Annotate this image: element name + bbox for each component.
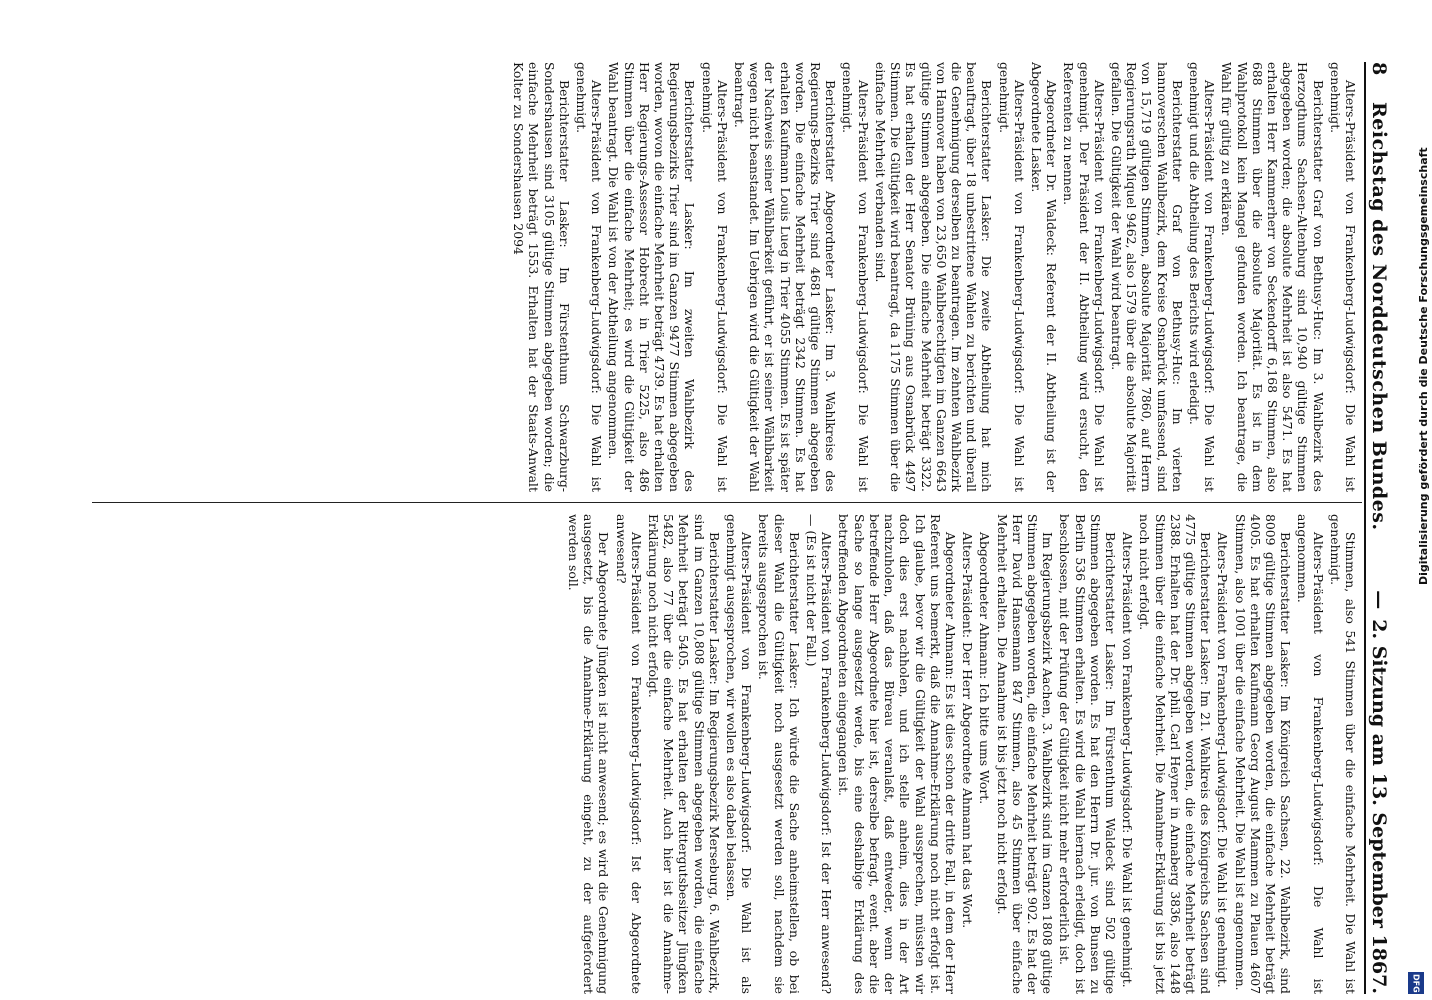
page-number: 8 <box>1368 62 1390 76</box>
paragraph: Berichterstatter Lasker: Im Regierungsbezirk Merseburg, 6. Wahlbezirk, sind im Ganzen 10,808 gültige Stimmen abgegeben worden, die einfache Mehrheit beträgt 5405. Es hat erhalten der Rittergutsbesitzer Jüngken 5482, also 77 über die einfache Mehrheit. Auch hier ist die Annahme-Erklärung noch nicht erfolgt. <box>646 514 722 994</box>
newspaper-page <box>82 62 1392 994</box>
paragraph: Alters-Präsident von Frankenberg-Ludwigsdorf: Die Wahl ist genehmigt. <box>996 62 1027 492</box>
left-column <box>88 62 1358 492</box>
paragraph: Abgeordneter Dr. Waldeck: Referent der II. Abtheilung ist der Abgeordnete Lasker. <box>1028 62 1060 492</box>
page-header <box>1364 62 1392 994</box>
dfg-logo: DFG <box>1408 972 1424 994</box>
paragraph: Berichterstatter Lasker: Im Königreich Sachsen, 22. Wahlbezirk, sind 8009 gültige Stimmen abgegeben worden, die einfache Mehrheit beträgt 4005. Es hat erhalten Kaufmann Georg August Mammen zu Plauen 4607 Stimmen, also 1001 über die einfache Mehrheit. Die Wahl ist angenommen. <box>1232 514 1294 994</box>
paragraph: Der Abgeordnete Jüngken ist nicht anwesend; es wird die Genehmigung ausgesetzt, bis die Annahme-Erklärung eingeht, zu der aufgefordert werden soll. <box>566 514 612 994</box>
session-date: 2. Sitzung am 13. September 1867. <box>1368 619 1390 994</box>
right-column <box>88 514 1358 994</box>
paragraph: Abgeordneter Ahmann: Es ist dies schon der dritte Fall, in dem der Herr Referent uns bemerkt, daß die Annahme-Erklärung noch nicht erfolgt ist. Ich glaube, bevor wir die Gültigkeit der Wahl aussprechen, müssten wir doch dies erst nachholen, und ich stelle anheim, dies in der Art nachzuholen, daß das Büreau veranlaßt, daß entweder, wenn der betreffende Herr Abgeordnete hier ist, derselbe befragt, event. aber die Sache so lange ausgesetzt werde, bis eine deshalbige Erklärung des betreffenden Abgeordneten eingegangen ist. <box>836 514 958 994</box>
paragraph: Stimmen, also 541 Stimmen über die einfache Mehrheit. Die Wahl ist genehmigt. <box>1327 514 1358 994</box>
paragraph: Berichterstatter Lasker: Im Fürstenthum Waldeck sind 502 gültige Stimmen abgegeben worden. Es hat den Herrn Dr. jur. von Bunsen zu Berlin 536 Stimmen erhalten. Es wird die Wahl hiernach erledigt, doch ist beschlossen, mit der Prüfung der Gültigkeit nicht mehr erforderlich ist. <box>1057 514 1118 994</box>
paragraph: Alters-Präsident von Frankenberg-Ludwigsdorf: Die Wahl ist genehmigt. <box>574 62 605 492</box>
paragraph: Berichterstatter Lasker: Die zweite Abtheilung hat mich beauftragt, über 18 unbestrittene Wahlen zu berichten und überall die Genehmigung derselben zu beantragen. Im zehnten Wahlbezirk von Hannover haben von 23,650 Wahlberechtigten im Ganzen 6643 gültige Stimmen abgegeben. Die einfache Mehrheit beträgt 3322. Es hat erhalten der Herr Senator Brüning aus Osnabrück 4497 Stimmen. Die Gültigkeit wird beantragt, da 1175 Stimmen über die einfache Mehrheit verbanden sind. <box>872 62 995 492</box>
paragraph: Berichterstatter Abgeordneter Lasker: Im 3. Wahlkreise des Regierungs-Bezirks Trier sind 4681 gültige Stimmen abgegeben worden. Die einfache Mehrheit beträgt 2342 Stimmen. Es hat erhalten Kaufmann Louis Lueg in Trier 4055 Stimmen. Es ist später der Nachweis seiner Wählbarkeit geführt, er ist seiner Wählbarkeit wegen nicht beanstandet. Im Uebrigen wird die Gültigkeit der Wahl beantragt. <box>732 62 839 492</box>
paragraph: Alters-Präsident von Frankenberg-Ludwigsdorf: Die Wahl ist genehmigt. Der Präsident der II. Abtheilung wird ersucht, den Referenten zu nennen. <box>1061 62 1107 492</box>
column-divider <box>92 502 1362 503</box>
paragraph: Berichterstatter Graf von Bethusy-Huc: Im vierten hannoverschen Wahlbezirk, dem Kreise Osnabrück umfassend, sind von 15,719 gültigen Stimmen, absolute Majorität 7860, auf Herrn Regierungsrath Miquel 9462, also 1579 über die absolute Majorität gefallen. Die Gültigkeit der Wahl wird beantragt. <box>1108 62 1185 492</box>
paragraph: Alters-Präsident von Frankenberg-Ludwigsdorf: Die Wahl ist genehmigt. <box>840 62 871 492</box>
paragraph: Alters-Präsident: Der Herr Abgeordnete Ahmann hat das Wort. <box>960 532 976 929</box>
paragraph: Alters-Präsident von Frankenberg-Ludwigsdorf: Die Wahl ist angenommen. <box>1295 514 1326 994</box>
paragraph: Alters-Präsident von Frankenberg-Ludwigsdorf: Die Wahl ist genehmigt und die Abtheilung des Berichts wird erledigt. <box>1186 62 1218 492</box>
publication-title: Reichstag des Norddeutschen Bundes. <box>1368 102 1390 531</box>
paragraph: Im Regierungsbezirk Aachen, 3. Wahlbezirk sind im Ganzen 1808 gültige Stimmen abgegeben worden, die einfache Mehrheit beträgt 902. Es hat der Herr David Hansemann 847 Stimmen, also 45 Stimmen über einfache Mehrheit erhalten. Die Annahme ist bis jetzt noch nicht erfolgt. <box>994 514 1056 994</box>
paragraph: Berichterstatter Graf von Bethusy-Huc: Im 3. Wahlbezirk des Herzogthums Sachsen-Altenburg sind 10,940 gültige Stimmen abgegeben worden; die absolute Mehrheit ist also 5471. Es hat erhalten Herr Kammerherr von Seckendorff 6,168 Stimmen, also 688 Stimmen über die absolute Majorität. Es ist in dem Wahlprotokoll kein Mangel gefunden worden. Ich beantrage, die Wahl für gültig zu erklären. <box>1219 62 1326 492</box>
paragraph: Alters-Präsident von Frankenberg-Ludwigsdorf: Die Wahl ist genehmigt. <box>1327 62 1358 492</box>
paragraph: Alters-Präsident von Frankenberg-Ludwigsdorf: Ist der Herr anwesend? — (Es ist nicht der Fall.) <box>804 514 835 994</box>
paragraph: Berichterstatter Lasker: Ich würde die Sache anheimstellen, ob bei dieser Wahl die Gültigkeit noch ausgesetzt werden soll, nachdem sie bereits ausgesprochen ist. <box>756 514 802 994</box>
paragraph: Berichterstatter Lasker: Im zweiten Wahlbezirk des Regierungsbezirks Trier sind im Ganzen 9477 Stimmen abgegeben worden, wovon die einfache Mehrheit beträgt 4739. Es hat erhalten Herr Regierungs-Assessor Hobrecht in Trier 5225, also 486 Stimmen über die einfache Mehrheit; es wird die Gültigkeit der Wahl beantragt. Die Wahl ist von der Abtheilung angenommen. <box>606 62 698 492</box>
paragraph: Alters-Präsident von Frankenberg-Ludwigsdorf: Die Wahl ist als genehmigt ausgesprochen, wir wollen es also dabei belassen. <box>724 514 755 994</box>
paragraph: Abgeordneter Ahmann: Ich bitte ums Wort. <box>977 532 993 805</box>
paragraph: Berichterstatter Lasker: Im 21. Wahlkreis des Königreichs Sachsen sind 4775 gültige Stimmen abgegeben worden, die einfache Mehrheit beträgt 2388. Erhalten hat der Dr. phil. Carl Heyner in Annaberg 3836, also 1448 Stimmen über die einfache Mehrheit. Die Annahme-Erklärung ist bis jetzt noch nicht erfolgt. <box>1137 514 1214 994</box>
paragraph: Alters-Präsident von Frankenberg-Ludwigsdorf: Ist der Abgeordnete anwesend? <box>613 514 644 994</box>
paragraph: Alters-Präsident von Frankenberg-Ludwigsdorf: Die Wahl ist genehmigt. <box>699 62 730 492</box>
paragraph: Alters-Präsident von Frankenberg-Ludwigsdorf: Die Wahl ist genehmigt. <box>1215 532 1231 988</box>
funding-credit: Digitalisierung gefördert durch die Deutsche Forschungsgemeinschaft <box>1417 147 1430 585</box>
paragraph: Berichterstatter Lasker: Im Fürstenthum Schwarzburg-Sondershausen sind 3105 gültige Stimmen abgegeben worden; die einfache Mehrheit beträgt 1553. Erhalten hat der Staats-Anwalt Kolter zu Sondershausen 2094 <box>511 62 572 492</box>
paragraph: Alters-Präsident von Frankenberg-Ludwigsdorf: Die Wahl ist genehmigt. <box>1120 532 1136 988</box>
header-separator: — <box>1368 590 1390 610</box>
